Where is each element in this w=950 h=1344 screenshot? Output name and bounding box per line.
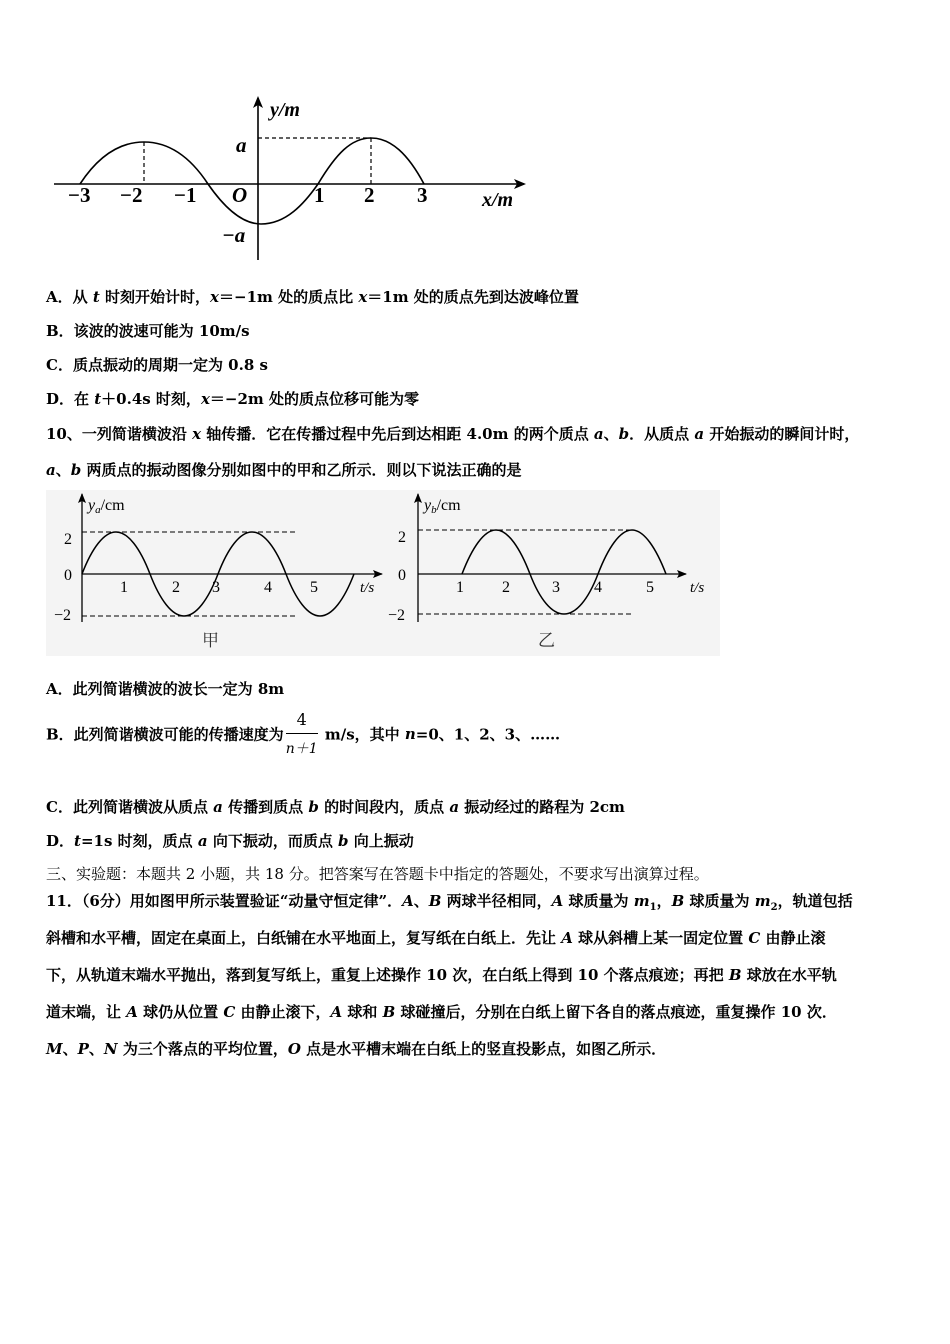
- q10-option-d: D．t=1s 时刻，质点 a 向下振动，而质点 b 向上振动: [46, 832, 414, 850]
- vibration-graph-yi: [388, 490, 720, 656]
- q10-option-c: C．此列简谐横波从质点 a 传播到质点 b 的时间段内，质点 a 振动经过的路程为 2cm: [46, 798, 625, 816]
- q10-stem-line1: 10、一列简谐横波沿 x 轴传播．它在传播过程中先后到达相距 4.0m 的两个质点 a、b．从质点 a 开始振动的瞬间计时，: [46, 425, 860, 443]
- yi-x-label: t/s: [690, 580, 705, 596]
- q9-option-d: D．在 t＋0.4s 时刻，x＝−2m 处的质点位移可能为零: [46, 390, 419, 408]
- jia-x-tick: 3: [212, 579, 220, 596]
- q11-line3: 下，从轨道末端水平抛出，落到复写纸上，重复上述操作 10 次，在白纸上得到 10 个落点痕迹；再把 B 球放在水平轨: [46, 966, 837, 984]
- yi-y-tick: 0: [398, 567, 406, 584]
- yi-y-label: yb/cm: [424, 497, 461, 516]
- wave-minus-a-label: −a: [222, 223, 246, 247]
- yi-caption: 乙: [538, 631, 555, 650]
- wave-x-tick: 3: [417, 183, 428, 207]
- jia-x-tick: 2: [172, 579, 180, 596]
- wave-x-tick: 1: [314, 183, 325, 207]
- yi-x-tick: 2: [502, 579, 510, 596]
- q11-line2: 斜槽和水平槽，固定在桌面上，白纸铺在水平地面上，复写纸在白纸上．先让 A 球从斜槽上某一固定位置 C 由静止滚: [46, 929, 826, 947]
- q11-line4: 道末端，让 A 球仍从位置 C 由静止滚下，A 球和 B 球碰撞后，分别在白纸上留下各自的落点痕迹，重复操作 10 次．: [46, 1003, 837, 1021]
- jia-x-label: t/s: [360, 580, 375, 596]
- q11-line5: M、P、N 为三个落点的平均位置，O 点是水平槽末端在白纸上的竖直投影点，如图乙所示．: [46, 1040, 667, 1058]
- section3-heading: 三、实验题：本题共 2 小题，共 18 分。把答案写在答题卡中指定的答题处，不要求写出演算过程。: [46, 865, 709, 883]
- wave-x-tick: −3: [68, 183, 91, 207]
- yi-x-tick: 5: [646, 579, 654, 596]
- wave-x-tick: −1: [174, 183, 197, 207]
- yi-y-tick: −2: [388, 607, 406, 624]
- wave-x-tick: 2: [364, 183, 375, 207]
- yi-y-tick: 2: [398, 529, 406, 546]
- wave-x-tick: −2: [120, 183, 143, 207]
- jia-caption: 甲: [202, 631, 219, 650]
- jia-y-tick: 0: [64, 567, 72, 584]
- yi-x-tick: 1: [456, 579, 464, 596]
- q10-stem-line2: a、b 两质点的振动图像分别如图中的甲和乙所示．则以下说法正确的是: [46, 461, 522, 479]
- jia-y-tick: 2: [64, 531, 72, 548]
- jia-x-tick: 1: [120, 579, 128, 596]
- wave-y-label: y/m: [270, 99, 300, 121]
- jia-x-tick: 4: [264, 579, 272, 596]
- yi-x-tick: 4: [594, 579, 602, 596]
- q9-option-c: C．质点振动的周期一定为 0.8 s: [46, 356, 268, 374]
- jia-y-tick: −2: [54, 607, 72, 624]
- q10-option-a: A．此列简谐横波的波长一定为 8m: [46, 680, 285, 698]
- wave-origin-label: O: [232, 183, 248, 207]
- q9-option-a: A．从 t 时刻开始计时，x＝−1m 处的质点比 x＝1m 处的质点先到达波峰位置: [46, 288, 579, 306]
- wave-figure: [46, 92, 536, 262]
- q11-line1: 11．（6分）用如图甲所示装置验证“动量守恒定律”．A、B 两球半径相同，A 球质量为 $m_1$，B 球质量为 $m_2$，轨道包括: [46, 892, 853, 913]
- q9-option-b: B．该波的波速可能为 10m/s: [46, 322, 250, 340]
- speed-fraction: $\frac{4}{n+1}$: [285, 710, 318, 757]
- yi-x-tick: 3: [552, 579, 560, 596]
- jia-x-tick: 5: [310, 579, 318, 596]
- wave-a-label: a: [236, 133, 247, 157]
- q10-option-b: B．此列简谐横波可能的传播速度为 $\frac{4}{n+1}$ m/s，其中 n=0、1、2、3、……: [46, 710, 561, 757]
- jia-y-label: ya/cm: [88, 497, 125, 516]
- wave-x-label: x/m: [482, 189, 514, 211]
- vibration-graph-jia: [46, 490, 388, 656]
